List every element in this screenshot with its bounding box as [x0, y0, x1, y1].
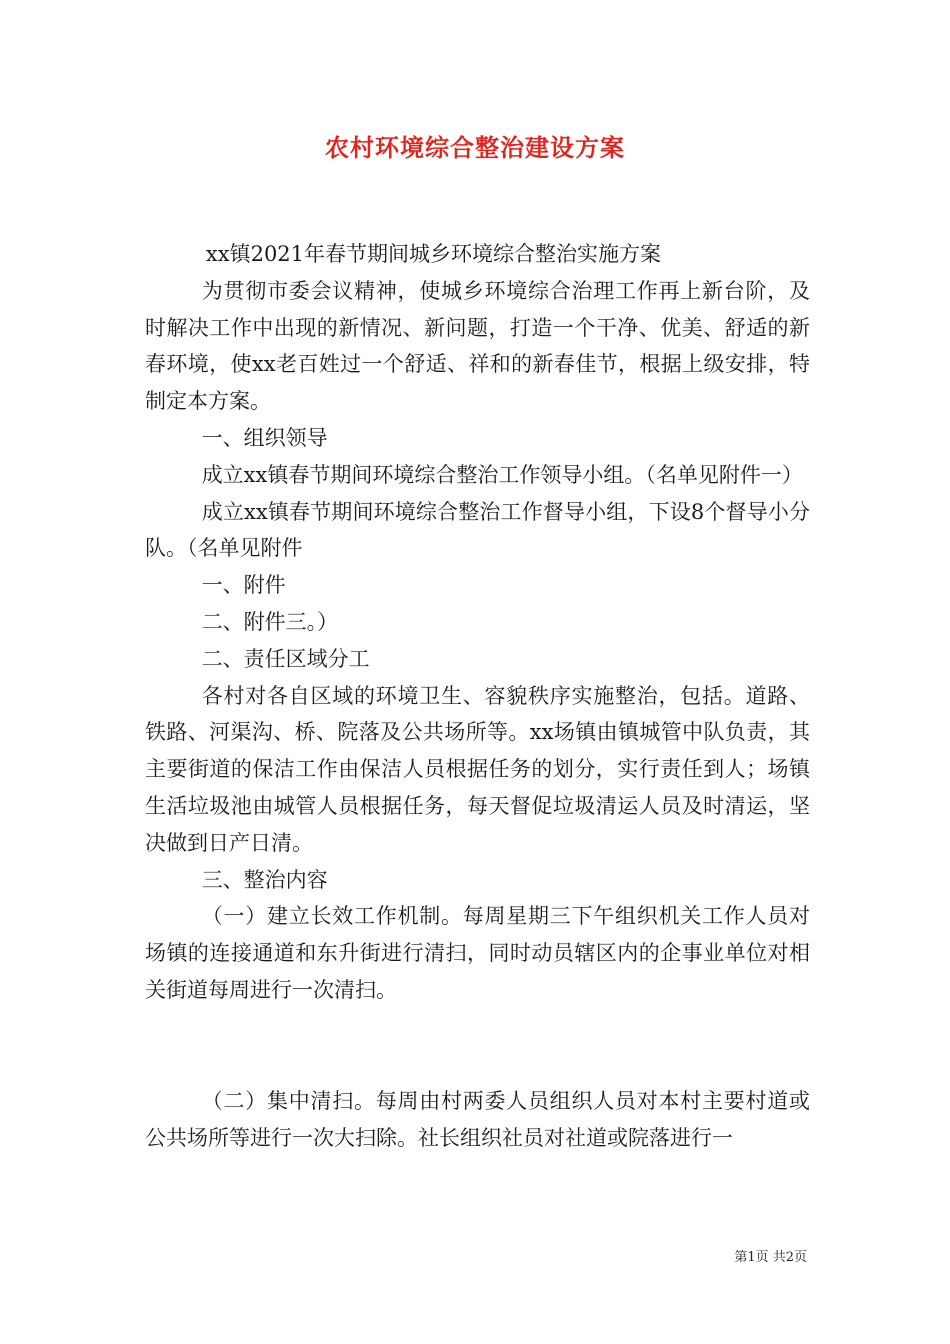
paragraph: 成立xx镇春节期间环境综合整治工作督导小组，下设8个督导小分队。（名单见附件	[145, 499, 810, 561]
document-subtitle: xx镇2021年春节期间城乡环境综合整治实施方案	[205, 242, 662, 266]
paragraph: （二）集中清扫。每周由村两委人员组织人员对本村主要村道或公共场所等进行一次大扫除。社长组织社员对社道或院落进行一	[145, 1088, 810, 1150]
paragraph: 成立xx镇春节期间环境综合整治工作领导小组。（名单见附件一）	[201, 462, 803, 487]
paragraph: 各村对各自区域的环境卫生、容貌秩序实施整治，包括。道路、铁路、河渠沟、桥、院落及公共场所等。xx场镇由镇城管中队负责，其主要街道的保洁工作由保洁人员根据任务的划分，实行责任到人；场镇生活垃圾池由城管人员根据任务，每天督促垃圾清运人员及时清运，坚决做到日产日清。	[145, 683, 810, 855]
paragraph: 为贯彻市委会议精神，使城乡环境综合治理工作再上新台阶，及时解决工作中出现的新情况、新问题，打造一个干净、优美、舒适的新春环境，使xx老百姓过一个舒适、祥和的新春佳节，根据上级安排，特制定本方案。	[145, 278, 810, 414]
document-body	[145, 236, 810, 1156]
section-heading: 三、整治内容	[201, 867, 328, 892]
section-heading: 二、责任区域分工	[201, 646, 370, 671]
document-title: 农村环境综合整治建设方案	[325, 133, 625, 162]
paragraph: 一、附件	[201, 573, 286, 598]
paragraph-gap	[145, 1009, 810, 1083]
paragraph: （一）建立长效工作机制。每周星期三下午组织机关工作人员对场镇的连接通道和东升街进行清扫，同时动员辖区内的企事业单位对相关街道每周进行一次清扫。	[145, 904, 810, 1002]
section-heading: 一、组织领导	[201, 425, 328, 450]
page-number: 第1页 共2页	[734, 1250, 807, 1265]
paragraph: 二、附件三。）	[201, 609, 339, 634]
